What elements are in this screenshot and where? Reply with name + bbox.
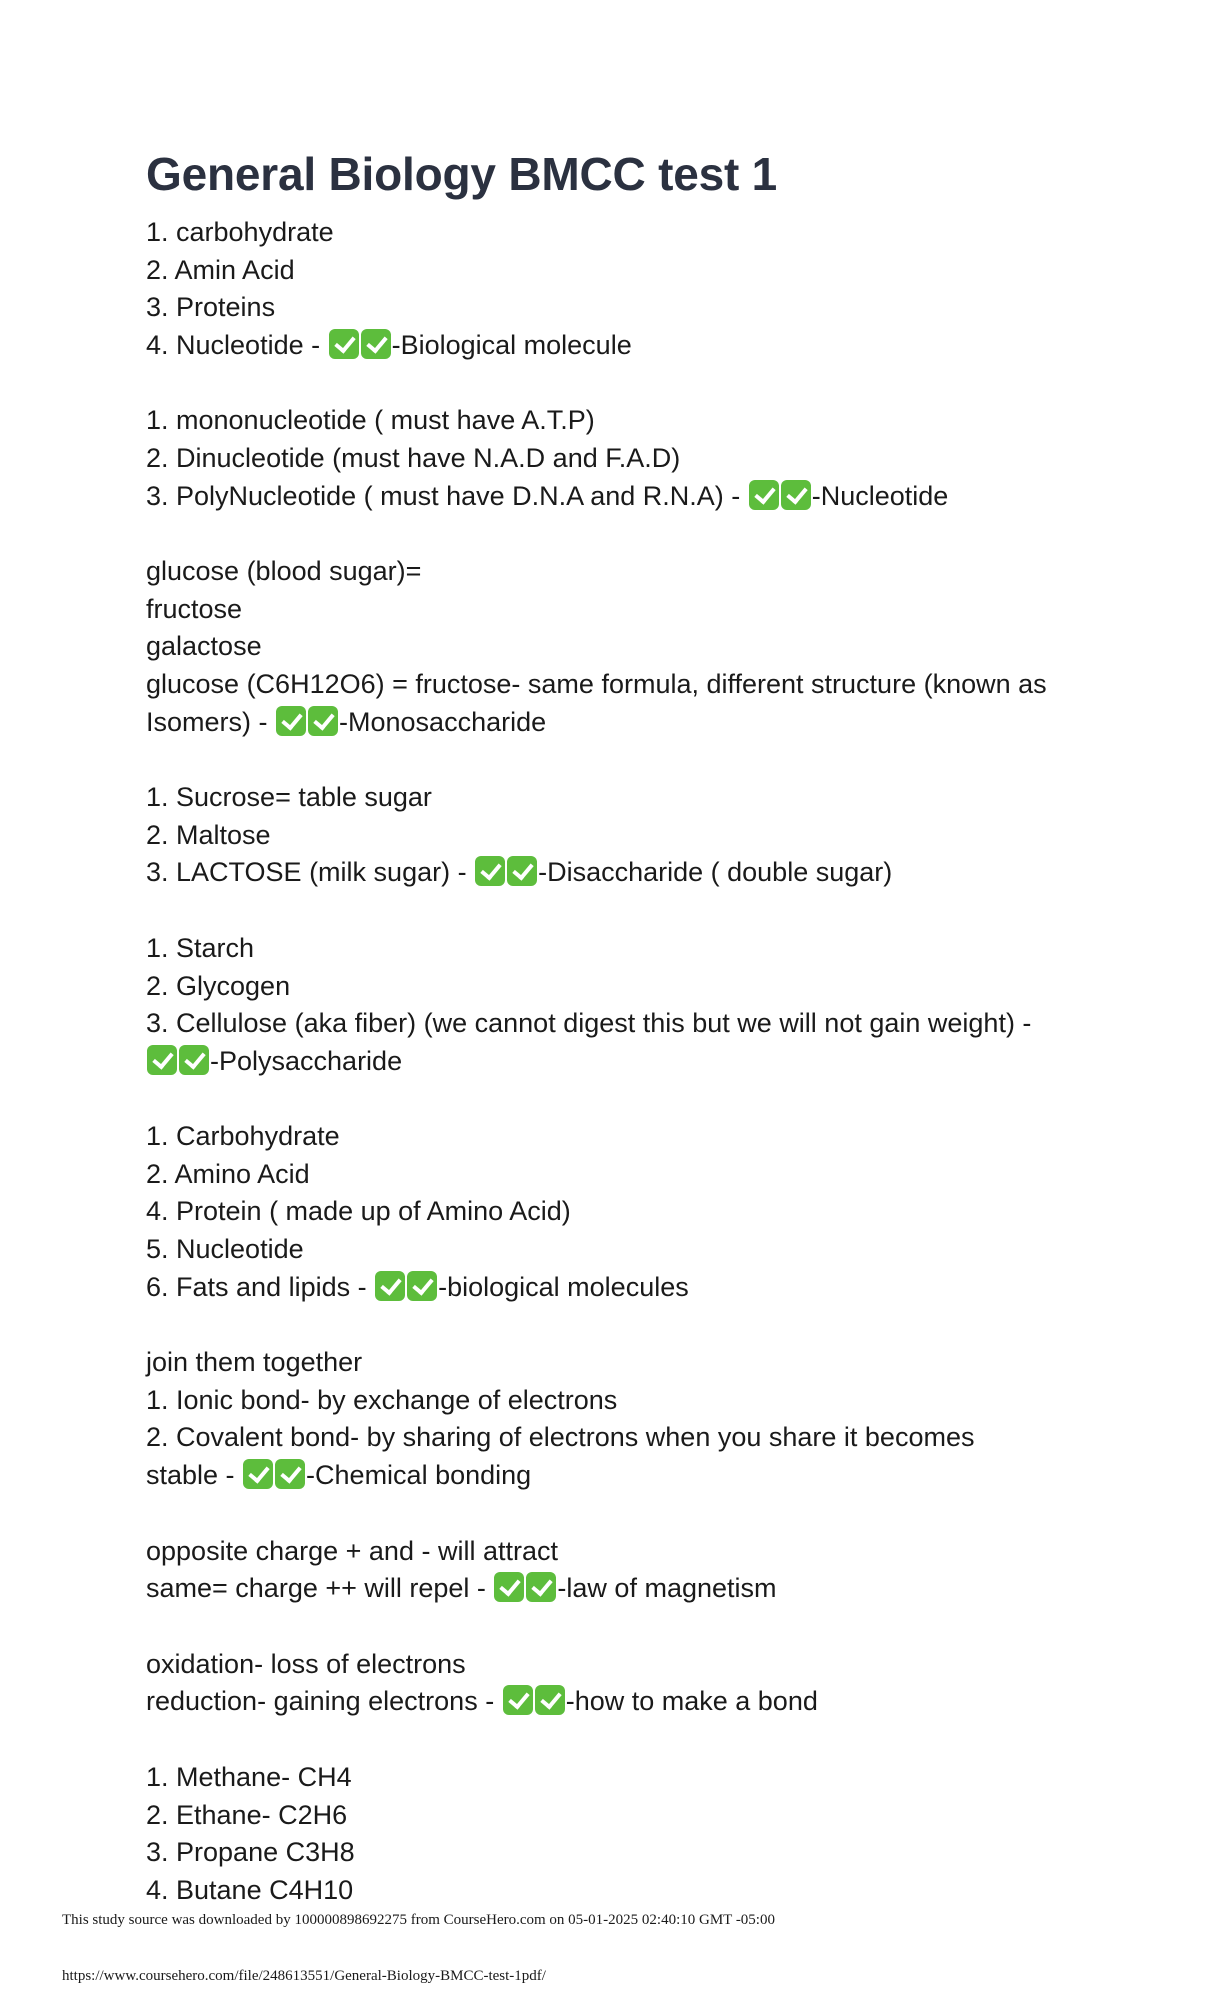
question-line: galactose xyxy=(146,631,262,662)
answer-term: -Chemical bonding xyxy=(306,1460,532,1491)
question-line: 1. Carbohydrate xyxy=(146,1121,340,1152)
check-mark-icon xyxy=(749,480,779,510)
flashcard xyxy=(146,553,1106,741)
question-tail: 4. Nucleotide - xyxy=(146,329,328,360)
question-tail: 3. PolyNucleotide ( must have D.N.A and R.N.A) - xyxy=(146,480,748,511)
question-line: 1. Starch xyxy=(146,932,255,963)
question-line: 2. Maltose xyxy=(146,819,271,850)
question-line: fructose xyxy=(146,593,243,624)
question-line: 2. Amino Acid xyxy=(146,1158,310,1189)
question-line: oxidation- loss of electrons xyxy=(146,1648,466,1679)
check-mark-icon xyxy=(375,1271,405,1301)
question-tail: same= charge ++ will repel - xyxy=(146,1573,494,1604)
source-url: https://www.coursehero.com/file/248613551/General-Biology-BMCC-test-1pdf/ xyxy=(62,1968,546,1984)
check-mark-icon xyxy=(503,1685,533,1715)
question-line: 4. Butane C4H10 xyxy=(146,1874,354,1905)
document-content xyxy=(146,146,1106,1947)
check-mark-icon xyxy=(507,856,537,886)
question-line: 2. Dinucleotide (must have N.A.D and F.A.D) xyxy=(146,442,681,473)
answer-term: -Disaccharide ( double sugar) xyxy=(538,857,893,888)
answer-term: -how to make a bond xyxy=(565,1686,818,1717)
answer-line xyxy=(146,1043,1106,1081)
check-mark-icon xyxy=(526,1572,556,1602)
question-line: 3. Proteins xyxy=(146,292,276,323)
flashcard xyxy=(146,1118,1106,1306)
flashcard-list xyxy=(146,214,1106,1909)
question-line: 4. Protein ( made up of Amino Acid) xyxy=(146,1196,571,1227)
answer-term: -law of magnetism xyxy=(557,1573,777,1604)
flashcard xyxy=(146,1533,1106,1608)
flashcard xyxy=(146,930,1106,1080)
answer-term: -biological molecules xyxy=(438,1271,689,1302)
download-source-note: This study source was downloaded by 100000898692275 from CourseHero.com on 05-01-2025 02:40:10 GMT -05:00 xyxy=(62,1912,775,1928)
flashcard xyxy=(146,779,1106,892)
answer-line xyxy=(146,854,1106,892)
answer-term: -Nucleotide xyxy=(811,480,949,511)
check-mark-icon xyxy=(147,1045,177,1075)
check-mark-icon xyxy=(308,706,338,736)
answer-term: -Polysaccharide xyxy=(210,1045,403,1076)
flashcard xyxy=(146,1344,1106,1494)
question-line: 1. mononucleotide ( must have A.T.P) xyxy=(146,405,595,436)
question-line: 1. carbohydrate xyxy=(146,217,334,247)
question-tail: 3. LACTOSE (milk sugar) - xyxy=(146,857,475,888)
question-line: 2. Covalent bond- by sharing of electrons when you share it becomes xyxy=(146,1422,975,1453)
check-mark-icon xyxy=(275,1459,305,1489)
flashcard xyxy=(146,1646,1106,1721)
question-tail: Isomers) - xyxy=(146,706,276,737)
page-title: General Biology BMCC test 1 xyxy=(146,148,778,200)
check-mark-icon xyxy=(276,706,306,736)
answer-term: -Monosaccharide xyxy=(339,706,547,737)
answer-line xyxy=(146,1683,1106,1721)
question-line: 2. Ethane- C2H6 xyxy=(146,1799,348,1830)
question-line: 2. Amin Acid xyxy=(146,254,295,285)
check-mark-icon xyxy=(475,856,505,886)
check-mark-icon xyxy=(329,329,359,359)
question-line: 3. Cellulose (aka fiber) (we cannot digest this but we will not gain weight) - xyxy=(146,1008,1032,1039)
question-tail: 6. Fats and lipids - xyxy=(146,1271,375,1302)
question-line: 1. Ionic bond- by exchange of electrons xyxy=(146,1384,618,1415)
check-mark-icon xyxy=(781,480,811,510)
flashcard xyxy=(146,214,1106,364)
answer-line xyxy=(146,327,1106,365)
check-mark-icon xyxy=(243,1459,273,1489)
answer-term: -Biological molecule xyxy=(391,329,632,360)
answer-line xyxy=(146,1457,1106,1495)
flashcard xyxy=(146,402,1106,515)
question-line: 1. Methane- CH4 xyxy=(146,1762,352,1792)
question-tail: reduction- gaining electrons - xyxy=(146,1686,502,1717)
question-line: glucose (blood sugar)= xyxy=(146,556,422,587)
question-line: 3. Propane C3H8 xyxy=(146,1837,355,1868)
answer-line xyxy=(146,704,1106,742)
question-line: 5. Nucleotide xyxy=(146,1234,304,1265)
question-line: 1. Sucrose= table sugar xyxy=(146,782,432,813)
check-mark-icon xyxy=(407,1271,437,1301)
check-mark-icon xyxy=(535,1685,565,1715)
answer-line xyxy=(146,1269,1106,1307)
question-line: 2. Glycogen xyxy=(146,970,291,1001)
check-mark-icon xyxy=(179,1045,209,1075)
check-mark-icon xyxy=(361,329,391,359)
question-line: glucose (C6H12O6) = fructose- same formula, different structure (known as xyxy=(146,668,1047,699)
question-tail: stable - xyxy=(146,1460,243,1491)
answer-line xyxy=(146,478,1106,516)
flashcard xyxy=(146,1759,1106,1909)
question-line: join them together xyxy=(146,1347,363,1378)
check-mark-icon xyxy=(494,1572,524,1602)
question-line: opposite charge + and - will attract xyxy=(146,1535,558,1566)
answer-line xyxy=(146,1570,1106,1608)
